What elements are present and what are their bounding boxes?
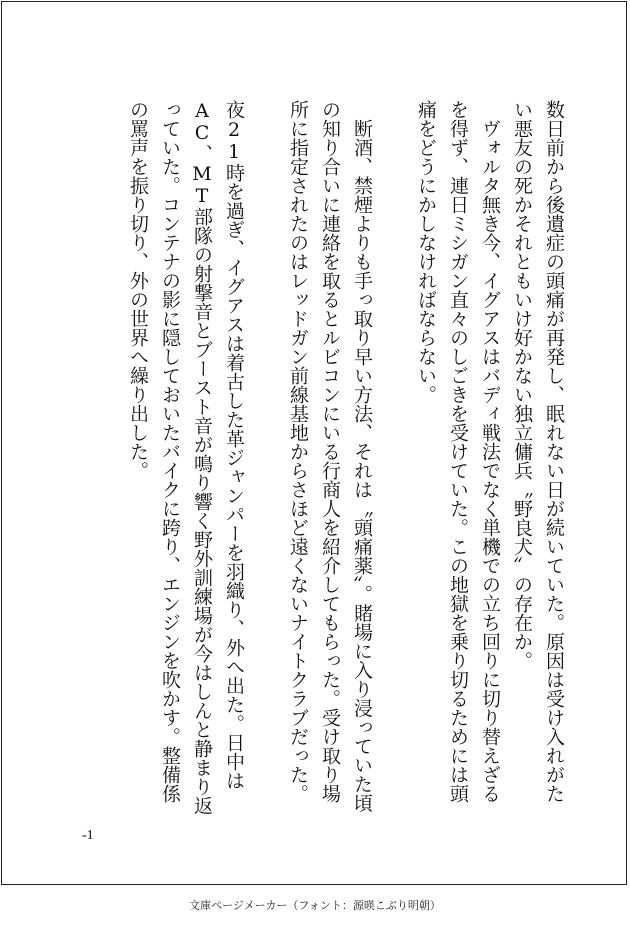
- page-frame: [1, 1, 627, 885]
- footer-credit: 文庫ページメーカー（フォント：源暎こぶり明朝）: [189, 899, 441, 912]
- blank-line: [250, 100, 282, 820]
- paragraph-2: ヴォルタ無き今、イグアスはバディ戦法でなく単機での立ち回りに切り替えざるを得ず、連日ミシガン直々のしごきを受けていた。この地獄を乗り切るためには頭痛をどうにかしなければならない。: [415, 100, 501, 803]
- blank-line: [378, 100, 410, 820]
- paragraph-3: 断酒、禁煙よりも手っ取り早い方法、それは〝頭痛薬〟。賭場に入り浸っていた頃の知り合いに連絡を取るとルビコンにいる行商人を紹介してもらった。受け取り場所に指定されたのはレッドガン前線基地からさほど遠くないナイトクラブだった。: [287, 100, 373, 813]
- paragraph-4: 夜21時を過ぎ、イグアスは着古した革ジャンパーを羽織り、外へ出た。日中はAC、MT部隊の射撃音とブースト音が鳴り響く野外訓練場が今はしんと静まり返っていた。コンテナの影に隠しておいたバイクに跨り、エンジンを吹かす。整備係の罵声を振り切り、外の世界へ繰り出した。: [127, 100, 245, 815]
- paragraph-1: 数日前から後遺症の頭痛が再発し、眠れない日が続いていた。原因は受け入れがたい悪友の死かそれともいけ好かない独立傭兵〝野良犬〟の存在か。: [511, 100, 565, 803]
- vertical-body-text: [122, 100, 570, 820]
- page-number: -1: [82, 828, 94, 843]
